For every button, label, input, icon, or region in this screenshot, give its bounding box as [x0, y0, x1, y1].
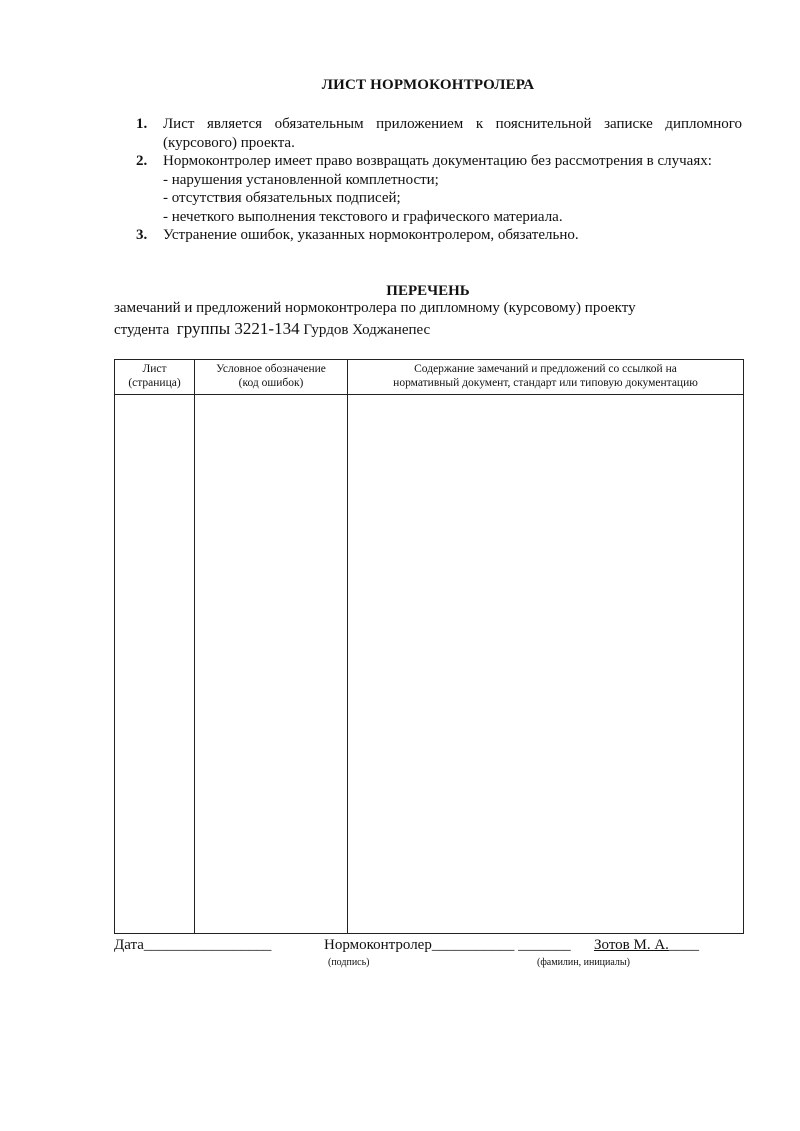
student-label: студента	[114, 322, 170, 338]
rule-item-1	[136, 115, 742, 152]
table-cell[interactable]	[115, 395, 195, 934]
rule-subitem: - нечеткого выполнения текстового и графического материала.	[163, 208, 563, 225]
rule-number: 2.	[136, 153, 148, 169]
rule-item-3	[136, 226, 742, 245]
signature-caption: (подпись)	[328, 957, 370, 968]
rule-text: Устранение ошибок, указанных нормоконтролером, обязательно.	[163, 227, 579, 243]
rule-text: Лист является обязательным приложением к пояснительной записке дипломного (курсового) проекта.	[163, 116, 742, 151]
student-name: Гурдов Ходжанепес	[303, 322, 431, 338]
rule-subitem: - нарушения установленной комплетности;	[163, 171, 439, 188]
table-header-row	[115, 360, 744, 395]
student-line	[114, 319, 430, 339]
header-code: Условное обозначение (код ошибок)	[195, 360, 348, 395]
table-cell[interactable]	[348, 395, 744, 934]
fio-caption: (фамилин, инициалы)	[537, 957, 630, 968]
table-row	[115, 395, 744, 934]
normocontroller-name: Зотов М. А.____	[594, 937, 699, 953]
header-sheet: Лист (страница)	[115, 360, 195, 395]
student-group: группы 3221-134	[176, 319, 300, 338]
document-title: ЛИСТ НОРМОКОНТРОЛЕРА	[321, 77, 535, 93]
rules-list	[136, 115, 742, 245]
rule-subitem: - отсутствия обязательных подписей;	[163, 190, 401, 206]
list-subtitle: замечаний и предложений нормоконтролера по дипломному (курсовому) проекту	[114, 300, 636, 316]
date-field: Дата_________________	[114, 937, 272, 953]
header-content: Содержание замечаний и предложений со ссылкой на нормативный документ, стандарт или типовую документацию	[348, 360, 744, 395]
list-title: ПЕРЕЧЕНЬ	[386, 283, 470, 299]
rule-item-2	[136, 152, 742, 226]
rule-text: Нормоконтролер имеет право возвращать документацию без рассмотрения в случаях:	[163, 153, 712, 169]
rule-number: 3.	[136, 227, 148, 243]
normocontroller-field: Нормоконтролер___________ _______	[324, 937, 571, 953]
table-cell[interactable]	[195, 395, 348, 934]
rule-number: 1.	[136, 116, 148, 132]
remarks-table	[114, 359, 744, 934]
